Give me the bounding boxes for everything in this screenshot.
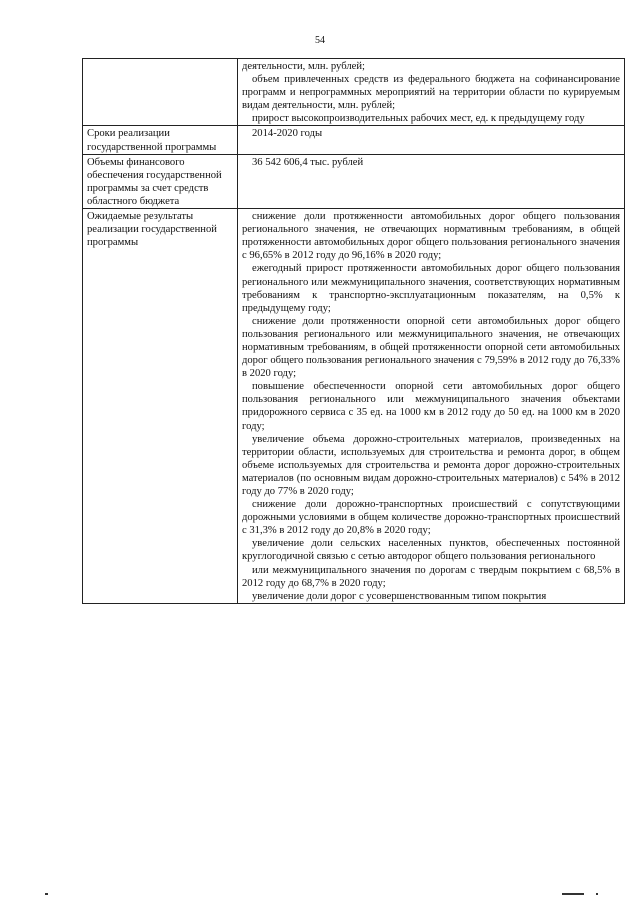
paragraph: или межмуниципального значения по дорогам с твердым покрытием с 68,5% в 2012 году до 68,7% в 2020 году; <box>242 564 620 589</box>
table-row <box>83 154 625 208</box>
scan-artifact <box>45 893 48 895</box>
row-label-results: Ожидаемые результаты реализации государственной программы <box>83 209 238 604</box>
paragraph: увеличение доли сельских населенных пунктов, обеспеченных постоянной круглогодичной связью с сетью автодорог общего пользования регионального <box>242 538 620 563</box>
table-row <box>83 59 625 126</box>
paragraph: повышение обеспеченности опорной сети автомобильных дорог общего пользования регионального или межмуниципального значения объектами придорожного сервиса с 35 ед. на 1000 км в 2012 году до 50 ед. на 1000 км в 2020 году; <box>242 381 620 432</box>
paragraph: деятельности, млн. рублей; <box>242 61 365 72</box>
paragraph: снижение доли дорожно-транспортных происшествий с сопутствующими дорожными условиями в общем количестве дорожно-транспортных происшествий с 31,3% в 2012 году до 20,8% в 2020 году; <box>242 499 620 537</box>
row-value-results <box>238 209 625 604</box>
row-value-funding <box>238 154 625 208</box>
scan-artifact <box>562 893 584 895</box>
row-label-terms: Сроки реализации государственной программы <box>83 126 238 154</box>
row-label-funding: Объемы финансового обеспечения государственной программы за счет средств областного бюджета <box>83 154 238 208</box>
row-value-terms <box>238 126 625 154</box>
paragraph: прирост высокопроизводительных рабочих мест, ед. к предыдущему году <box>252 113 585 125</box>
paragraph: увеличение доли дорог с усовершенствованным типом покрытия <box>252 590 547 602</box>
program-passport-table <box>82 58 625 604</box>
row-value <box>238 59 625 126</box>
page-number: 54 <box>315 35 325 46</box>
scan-artifact <box>596 893 598 895</box>
paragraph: снижение доли протяженности опорной сети автомобильных дорог общего пользования регионального или межмуниципального значения, не отвечающих нормативным требованиям, в общей протяженности опорной сети автомобильных дорог общего пользования регионального значения с 79,59% в 2012 году до 76,33% в 2020 году; <box>242 315 620 380</box>
paragraph: 36 542 606,4 тыс. рублей <box>252 156 364 168</box>
row-label <box>83 59 238 126</box>
table-row <box>83 126 625 154</box>
paragraph: ежегодный прирост протяженности автомобильных дорог общего пользования регионального или межмуниципального значения, соответствующих нормативным требованиям к транспортно-эксплуатационным показателям, на 0,5% к предыдущему году; <box>242 263 620 314</box>
paragraph: снижение доли протяженности автомобильных дорог общего пользования регионального значения, не отвечающих нормативным требованиям, в общей протяженности автомобильных дорог общего пользования регионального значения с 96,65% в 2012 году до 96,16% в 2020 году; <box>242 211 620 262</box>
table-row <box>83 209 625 604</box>
paragraph: объем привлеченных средств из федерального бюджета на софинансирование программ и непрограммных мероприятий на территории области по курируемым видам деятельности, млн. рублей; <box>242 74 620 112</box>
paragraph: увеличение объема дорожно-строительных материалов, произведенных на территории области, используемых для строительства и ремонта дорог, в общем объеме используемых для строительства и ремонта дорог дорожно-строительных материалов (по основным видам дорожно-строительных материалов) с 54% в 2012 году до 77% в 2020 году; <box>242 433 620 497</box>
paragraph: 2014-2020 годы <box>252 128 323 140</box>
